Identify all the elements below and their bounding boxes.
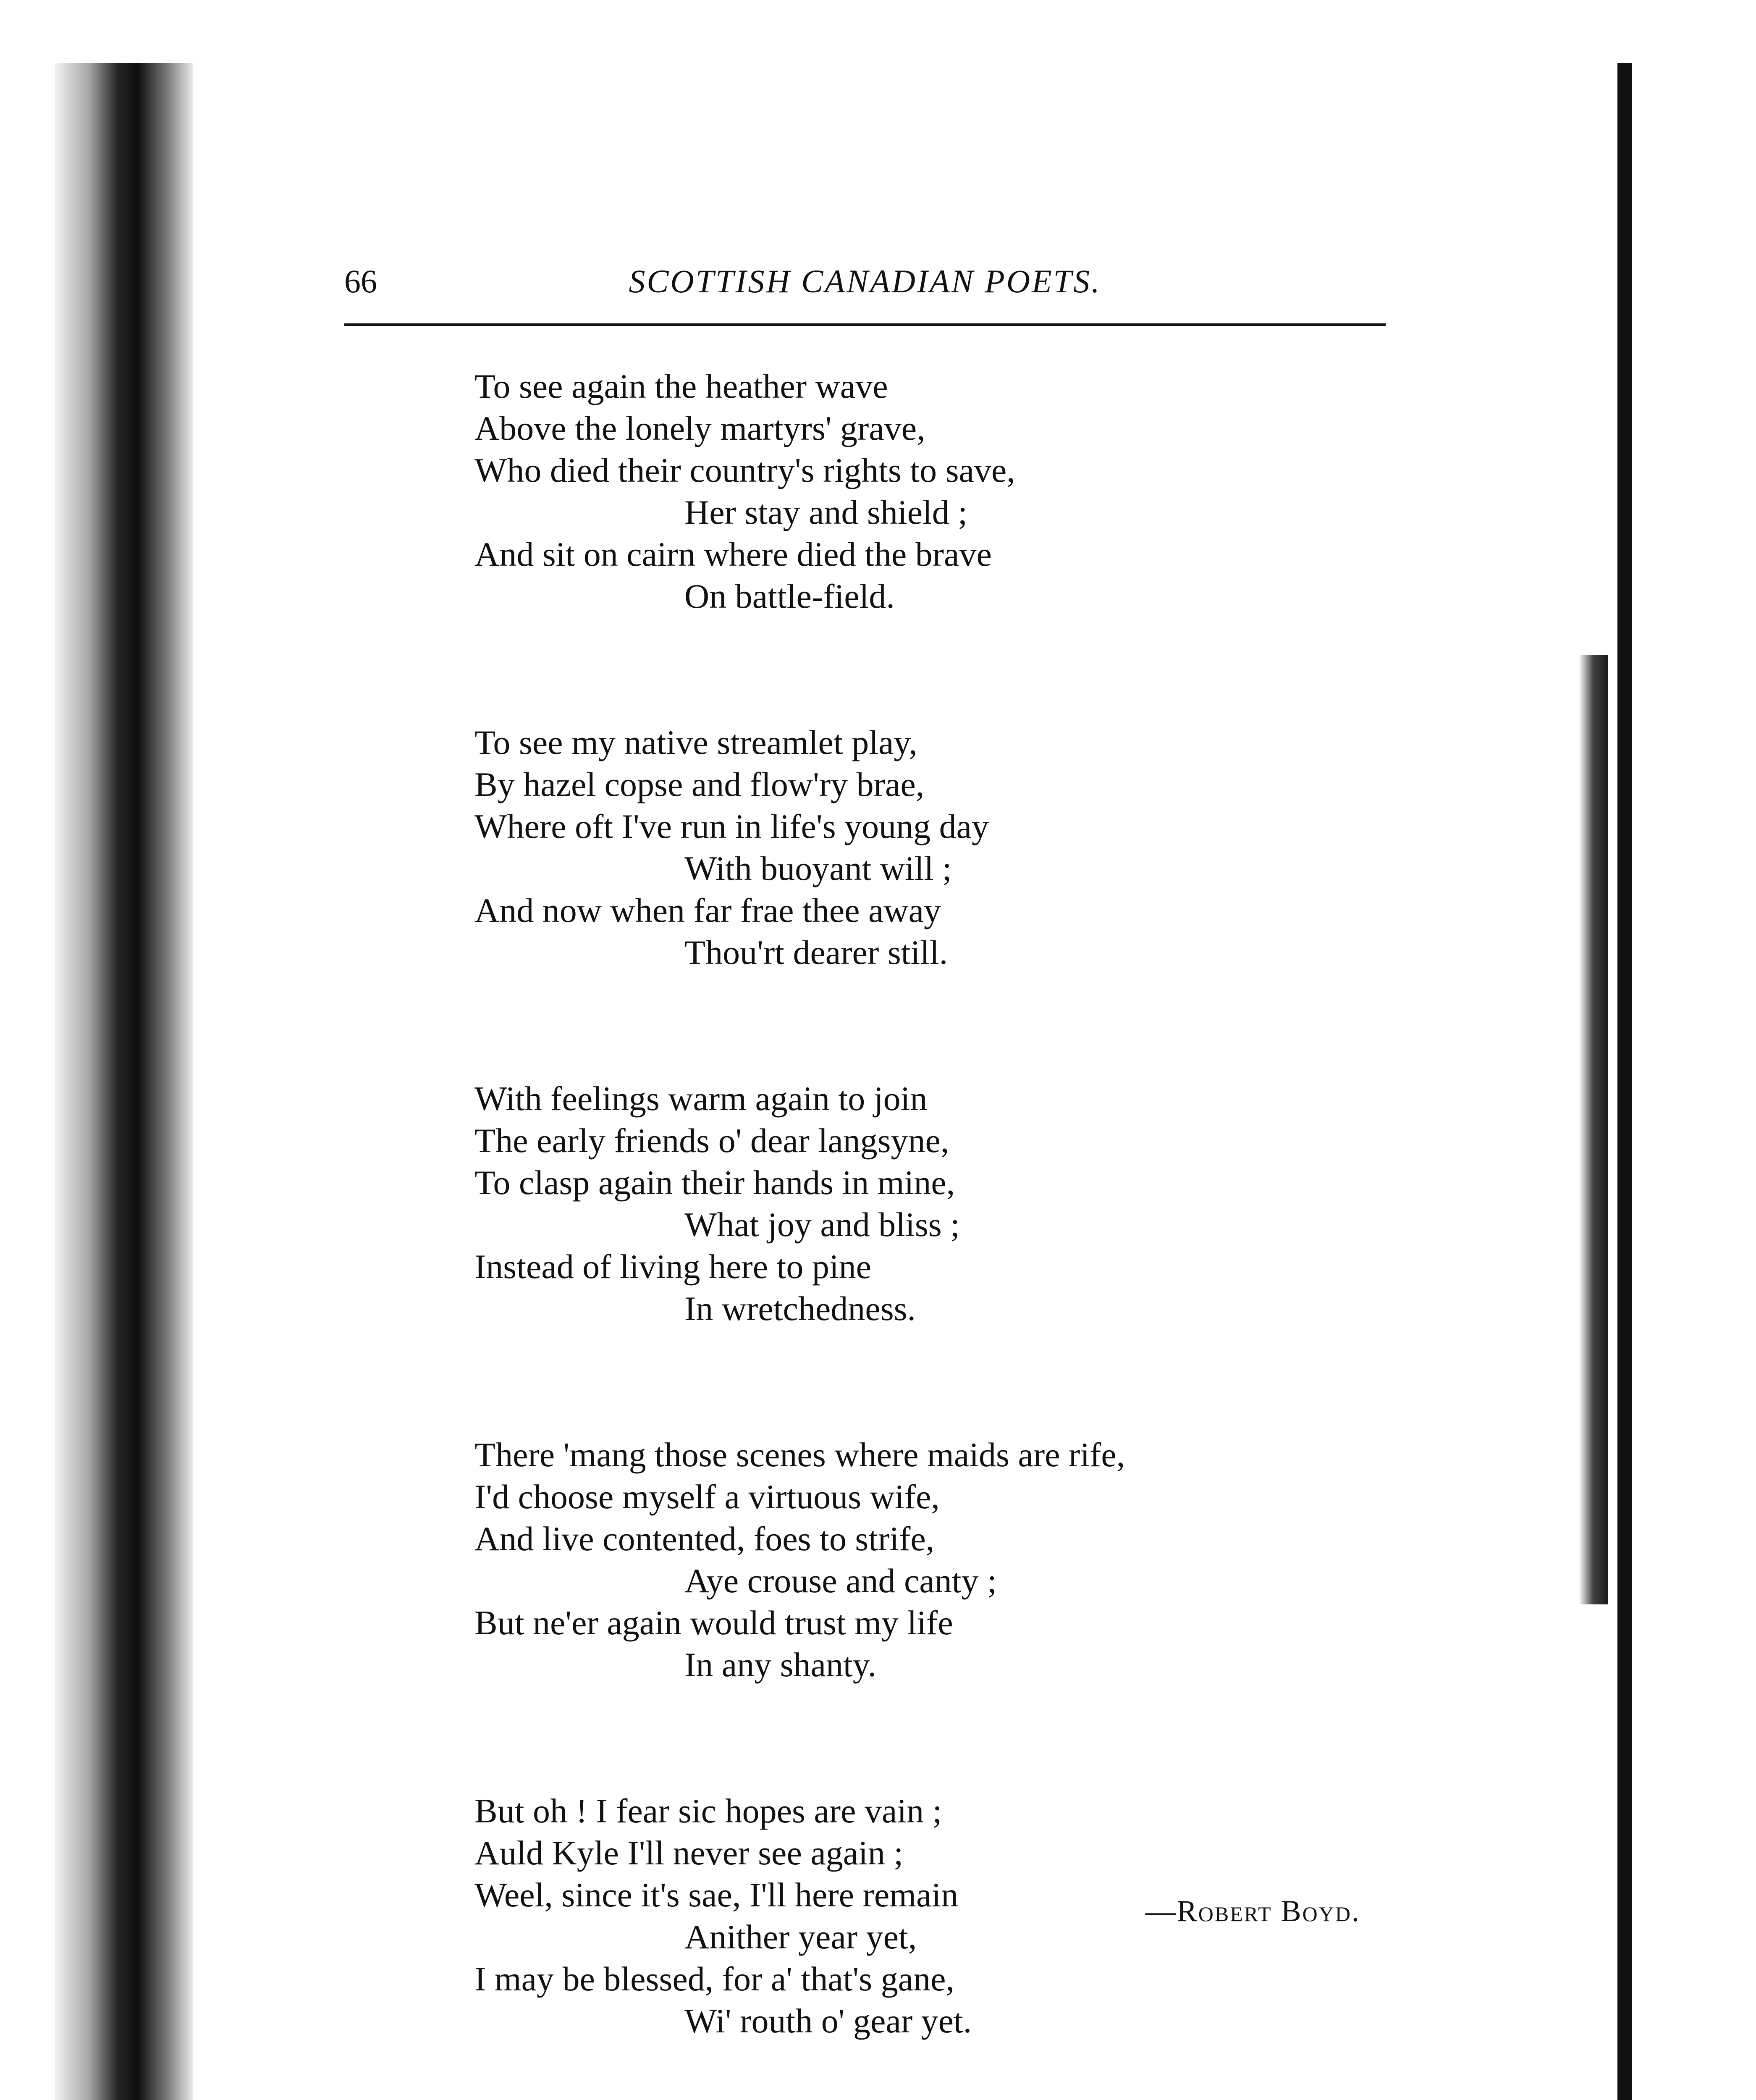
poem-line: Weel, since it's sae, I'll here remain [474,1876,959,1914]
poem-line: To see again the heather wave [474,367,888,405]
running-title: SCOTTISH CANADIAN POETS. [629,263,1101,299]
stanza [474,1078,1356,1330]
poem-line: Above the lonely martyrs' grave, [474,409,925,447]
poem-attribution: —Robert Boyd. [1145,1894,1360,1928]
poem-line: To clasp again their hands in mine, [474,1163,955,1202]
poem-line: And sit on cairn where died the brave [474,535,992,573]
poem-line: Anither year yet, [684,1918,917,1956]
poem-line: I'd choose myself a virtuous wife, [474,1478,940,1516]
stanza [474,722,1356,974]
poem-line: But ne'er again would trust my life [474,1604,953,1642]
poem-line: With buoyant will ; [684,849,952,887]
poem-line: But oh ! I fear sic hopes are vain ; [474,1792,942,1830]
stanza [474,365,1356,617]
stanza [474,1434,1356,1686]
poem-line: I may be blessed, for a' that's gane, [474,1960,954,1998]
poem-line: And live contented, foes to strife, [474,1520,935,1558]
poem-line: On battle-field. [684,577,895,615]
scan-right-edge [1617,63,1632,2100]
poem-line: In wretchedness. [684,1289,916,1328]
scan-binding-shadow [55,63,193,2100]
poem-line: Thou'rt dearer still. [684,933,948,971]
poem-line: The early friends o' dear langsyne, [474,1121,949,1160]
poem-line: Wi' routh o' gear yet. [684,2002,972,2040]
poem-line: Her stay and shield ; [684,493,968,531]
scan-right-shadow [1579,655,1608,1604]
poem [474,365,1356,2100]
poem-line: And now when far frae thee away [474,891,941,929]
header-rule [344,323,1386,326]
page-number: 66 [344,263,377,299]
running-head [344,256,1386,307]
poem-line: Who died their country's rights to save, [474,451,1015,489]
poem-line: Where oft I've run in life's young day [474,807,989,845]
poem-line: Instead of living here to pine [474,1247,872,1286]
poem-line: Auld Kyle I'll never see again ; [474,1834,904,1872]
poem-line: In any shanty. [684,1646,876,1684]
poem-line: By hazel copse and flow'ry brae, [474,765,925,803]
poem-line: There 'mang those scenes where maids are rife, [474,1436,1125,1474]
poem-line: With feelings warm again to join [474,1079,928,1118]
poem-line: To see my native streamlet play, [474,723,917,761]
poem-line: Aye crouse and canty ; [684,1562,997,1600]
poem-line: What joy and bliss ; [684,1205,960,1244]
